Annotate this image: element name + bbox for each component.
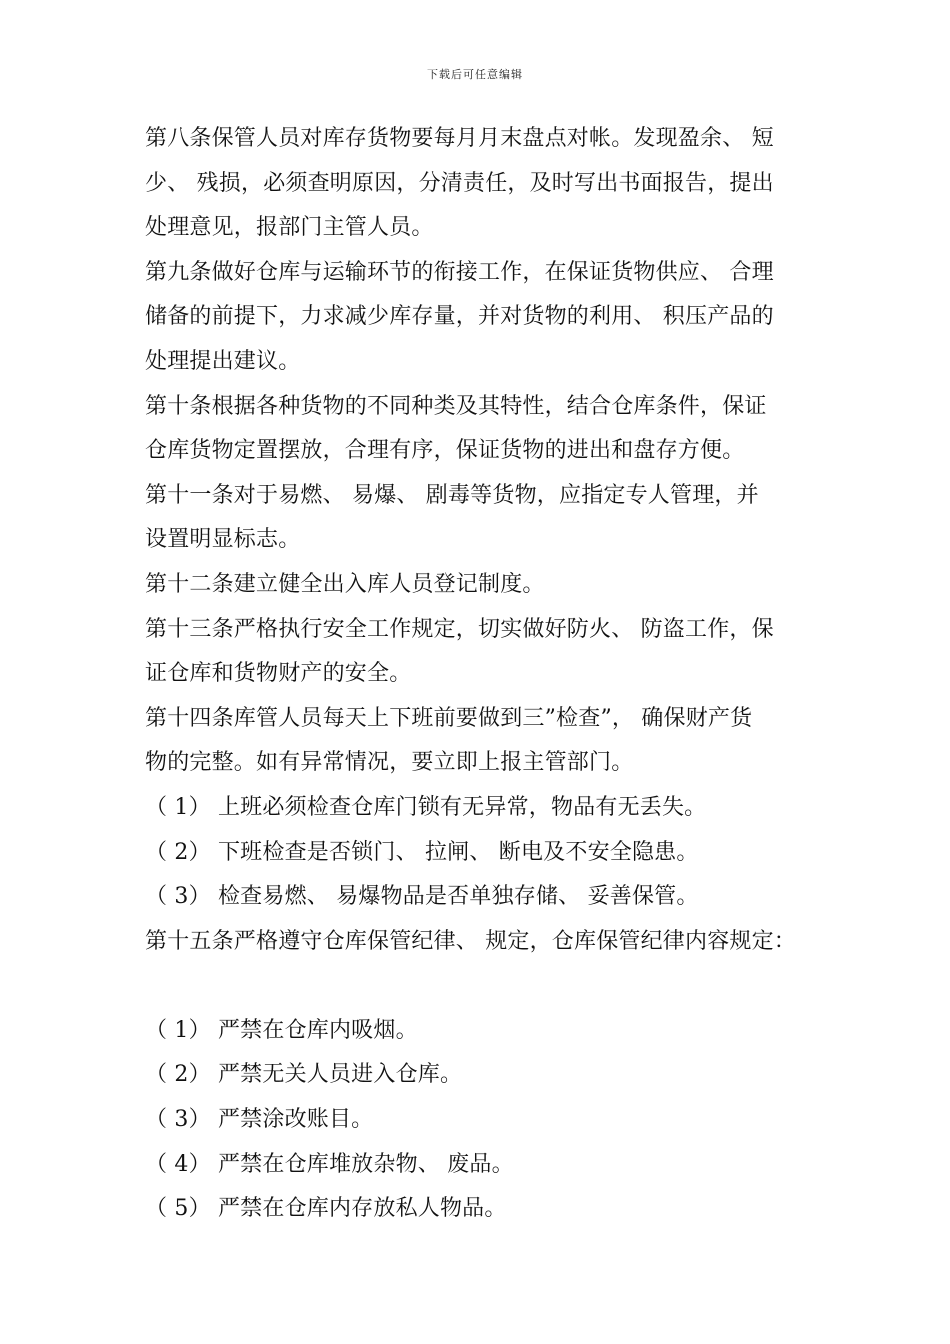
list-item: （ 2） 下班检查是否锁门、 拉闸、 断电及不安全隐患。: [145, 839, 699, 865]
paragraph-line: 处理意见，报部门主管人员。: [145, 215, 434, 241]
paragraph-line: 第八条保管人员对库存货物要每月月末盘点对帐。发现盈余、 短: [145, 126, 774, 151]
paragraph-line: 第十三条严格执行安全工作规定，切实做好防火、 防盗工作，保: [145, 616, 774, 642]
paragraph-line: 物的完整。如有异常情况，要立即上报主管部门。: [145, 750, 634, 776]
paragraph-line: 处理提出建议。: [145, 348, 301, 374]
paragraph-line: 第九条做好仓库与运输环节的衔接工作，在保证货物供应、 合理: [145, 259, 774, 285]
paragraph-line: 第十一条对于易燃、 易爆、 剧毒等货物，应指定专人管理，并: [145, 482, 759, 508]
paragraph-line: 第十四条库管人员每天上下班前要做到三”检查”， 确保财产货: [145, 705, 753, 731]
paragraph-line: 第十条根据各种货物的不同种类及其特性，结合仓库条件，保证: [145, 393, 767, 419]
paragraph-line: 少、 残损，必须查明原因，分清责任，及时写出书面报告，提出: [145, 170, 774, 196]
document-body: [145, 117, 825, 1232]
page-header: 下载后可任意编辑: [427, 68, 523, 81]
paragraph-line: 第十五条严格遵守仓库保管纪律、 规定，仓库保管纪律内容规定：: [145, 928, 796, 954]
paragraph-line: 仓库货物定置摆放，合理有序，保证货物的进出和盘存方便。: [145, 438, 745, 464]
list-item: （ 4） 严禁在仓库堆放杂物、 废品。: [145, 1151, 514, 1177]
paragraph-line: 设置明显标志。: [145, 527, 301, 553]
paragraph-line: 证仓库和货物财产的安全。: [145, 661, 412, 687]
paragraph-line: 储备的前提下，力求减少库存量，并对货物的利用、 积压产品的: [145, 304, 774, 330]
list-item: （ 1） 上班必须检查仓库门锁有无异常，物品有无丢失。: [145, 794, 707, 820]
list-item: （ 5） 严禁在仓库内存放私人物品。: [145, 1196, 507, 1222]
paragraph-line: 第十二条建立健全出入库人员登记制度。: [145, 571, 545, 597]
blank-line: [145, 964, 825, 1009]
list-item: （ 3） 检查易燃、 易爆物品是否单独存储、 妥善保管。: [145, 884, 699, 910]
list-item: （ 2） 严禁无关人员进入仓库。: [145, 1062, 463, 1088]
list-item: （ 3） 严禁涂改账目。: [145, 1107, 374, 1133]
list-item: （ 1） 严禁在仓库内吸烟。: [145, 1017, 418, 1043]
